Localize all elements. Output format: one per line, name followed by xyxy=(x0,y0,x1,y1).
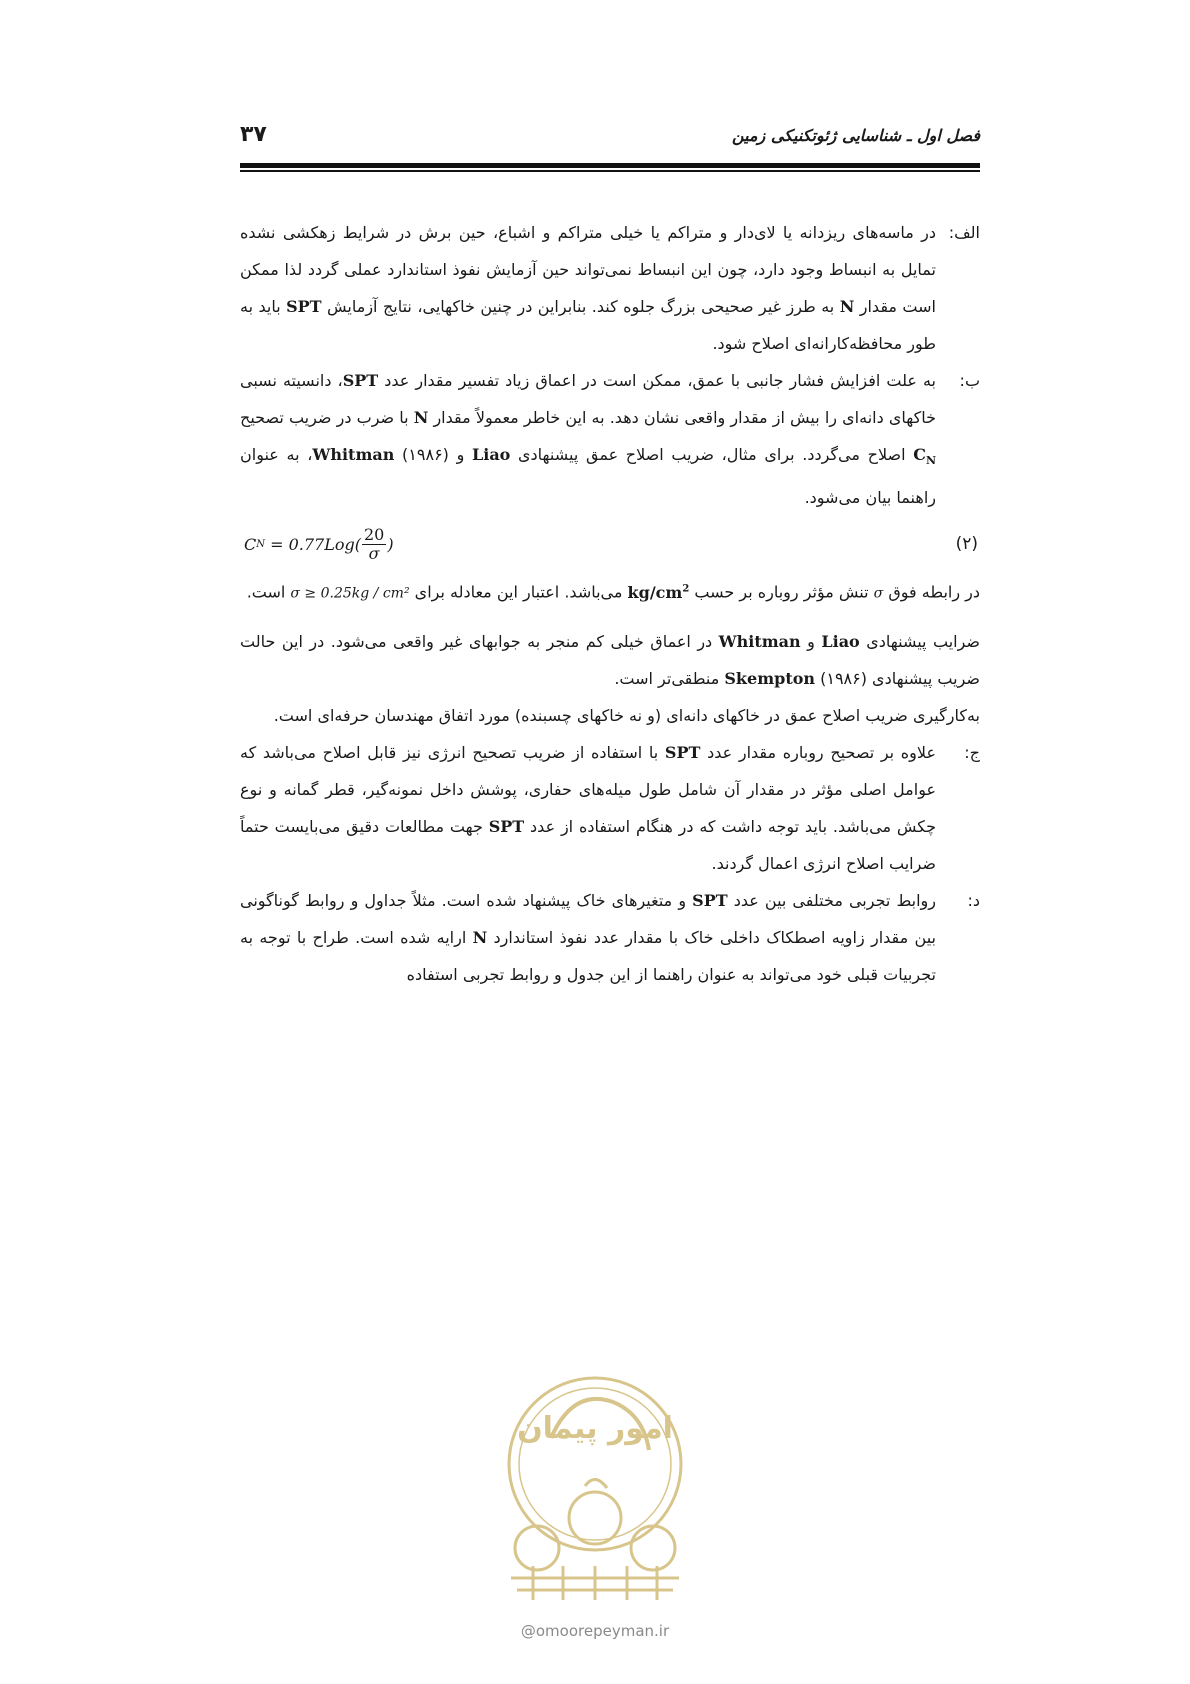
equation-number: (۲) xyxy=(955,534,978,555)
item-marker: ج: xyxy=(964,742,980,762)
item-marker: ب: xyxy=(959,371,980,390)
equation-2 xyxy=(240,520,980,570)
item-text: به علت افزایش فشار جانبی با عمق، ممکن است در اعماق زیاد تفسیر مقدار عدد SPT، دانسیته نسبی خاکهای دانه‌ای را بیش از مقدار واقعی نشان دهد. به این خاطر معمولاً مقدار N با ضرب در ضریب تصحیح $C_N$ اصلاح می‌گردد. برای مثال، ضریب اصلاح عمق پیشنهادی Liao و Whitman (۱۹۸۶)، به عنوان راهنما بیان می‌شود. xyxy=(240,371,937,508)
list-item-c xyxy=(240,734,980,882)
equation-explanation: در رابطه فوق σ تنش مؤثر روباره بر حسب $kg/cm^2$ می‌باشد. اعتبار این معادله برای σ ≥ 0.25kg / cm² است. xyxy=(246,582,980,602)
site-watermark: @omoorepeyman.ir xyxy=(520,1622,670,1640)
chapter-title: فصل اول ـ شناسایی ژئوتکنیکی زمین xyxy=(731,126,980,145)
header-rule-thick xyxy=(240,163,980,168)
item-marker: الف: xyxy=(948,223,980,242)
list-item-b xyxy=(240,362,980,516)
item-text: روابط تجربی مختلفی بین عدد SPT و متغیرهای خاک پیشنهاد شده است. مثلاً جداول و روابط گوناگونی بین مقدار زاویه اصطکاک داخلی خاک با مقدار عدد نفوذ استاندارد N ارایه شده است. طراح با توجه به تجربیات قبلی خود می‌تواند به عنوان راهنما از این جدول و روابط تجربی استفاده xyxy=(240,890,937,984)
at-icon: @ xyxy=(520,1622,536,1640)
page-body xyxy=(240,214,980,993)
equation-expression: C N = 0.77Log( $\frac{20}{\sigma}$ ) xyxy=(244,525,394,564)
list-item-a xyxy=(240,214,980,362)
note-paragraph-1: ضرایب پیشنهادی Liao و Whitman در اعماق خیلی کم منجر به جوابهای غیر واقعی می‌شود. در این حالت ضریب پیشنهادی Skempton (۱۹۸۶) منطقی‌تر است. xyxy=(240,631,981,688)
list-item-d xyxy=(240,882,980,993)
logo-emblem-icon xyxy=(493,1368,697,1608)
note-paragraph-2: به‌کارگیری ضریب اصلاح عمق در خاکهای دانه‌ای (و نه خاکهای چسبنده) مورد اتفاق مهندسان حرفه‌ای است. xyxy=(273,705,980,725)
svg-text:امور پیمان: امور پیمان xyxy=(517,1411,673,1446)
publisher-logo xyxy=(493,1368,697,1608)
item-text: در ماسه‌های ریزدانه یا لای‌دار و متراکم یا خیلی متراکم و اشباع، حین برش در شرایط زهکشی نشده تمایل به انبساط وجود دارد، چون این انبساط نمی‌تواند حین آزمایش نفوذ استاندارد عملی گردد لذا ممکن است مقدار N به طرز غیر صحیحی بزرگ جلوه کند. بنابراین در چنین خاکهایی، نتایج آزمایش SPT باید به طور محافظه‌کارانه‌ای اصلاح شود. xyxy=(240,223,936,353)
item-text: علاوه بر تصحیح روباره مقدار عدد SPT با استفاده از ضریب تصحیح انرژی نیز قابل اصلاح می‌باشد که عوامل اصلی مؤثر در مقدار آن شامل طول میله‌های حفاری، پوشش داخل نمونه‌گیر، قطر گمانه و نوع چکش می‌باشد. باید توجه داشت که در هنگام استفاده از عدد SPT جهت مطالعات دقیق می‌بایست حتماً ضرایب اصلاح انرژی اعمال گردند. xyxy=(240,742,937,873)
page-number: ۳۷ xyxy=(240,122,267,147)
item-marker: د: xyxy=(967,890,980,910)
page-header xyxy=(240,122,980,160)
header-rule-thin xyxy=(240,170,980,172)
